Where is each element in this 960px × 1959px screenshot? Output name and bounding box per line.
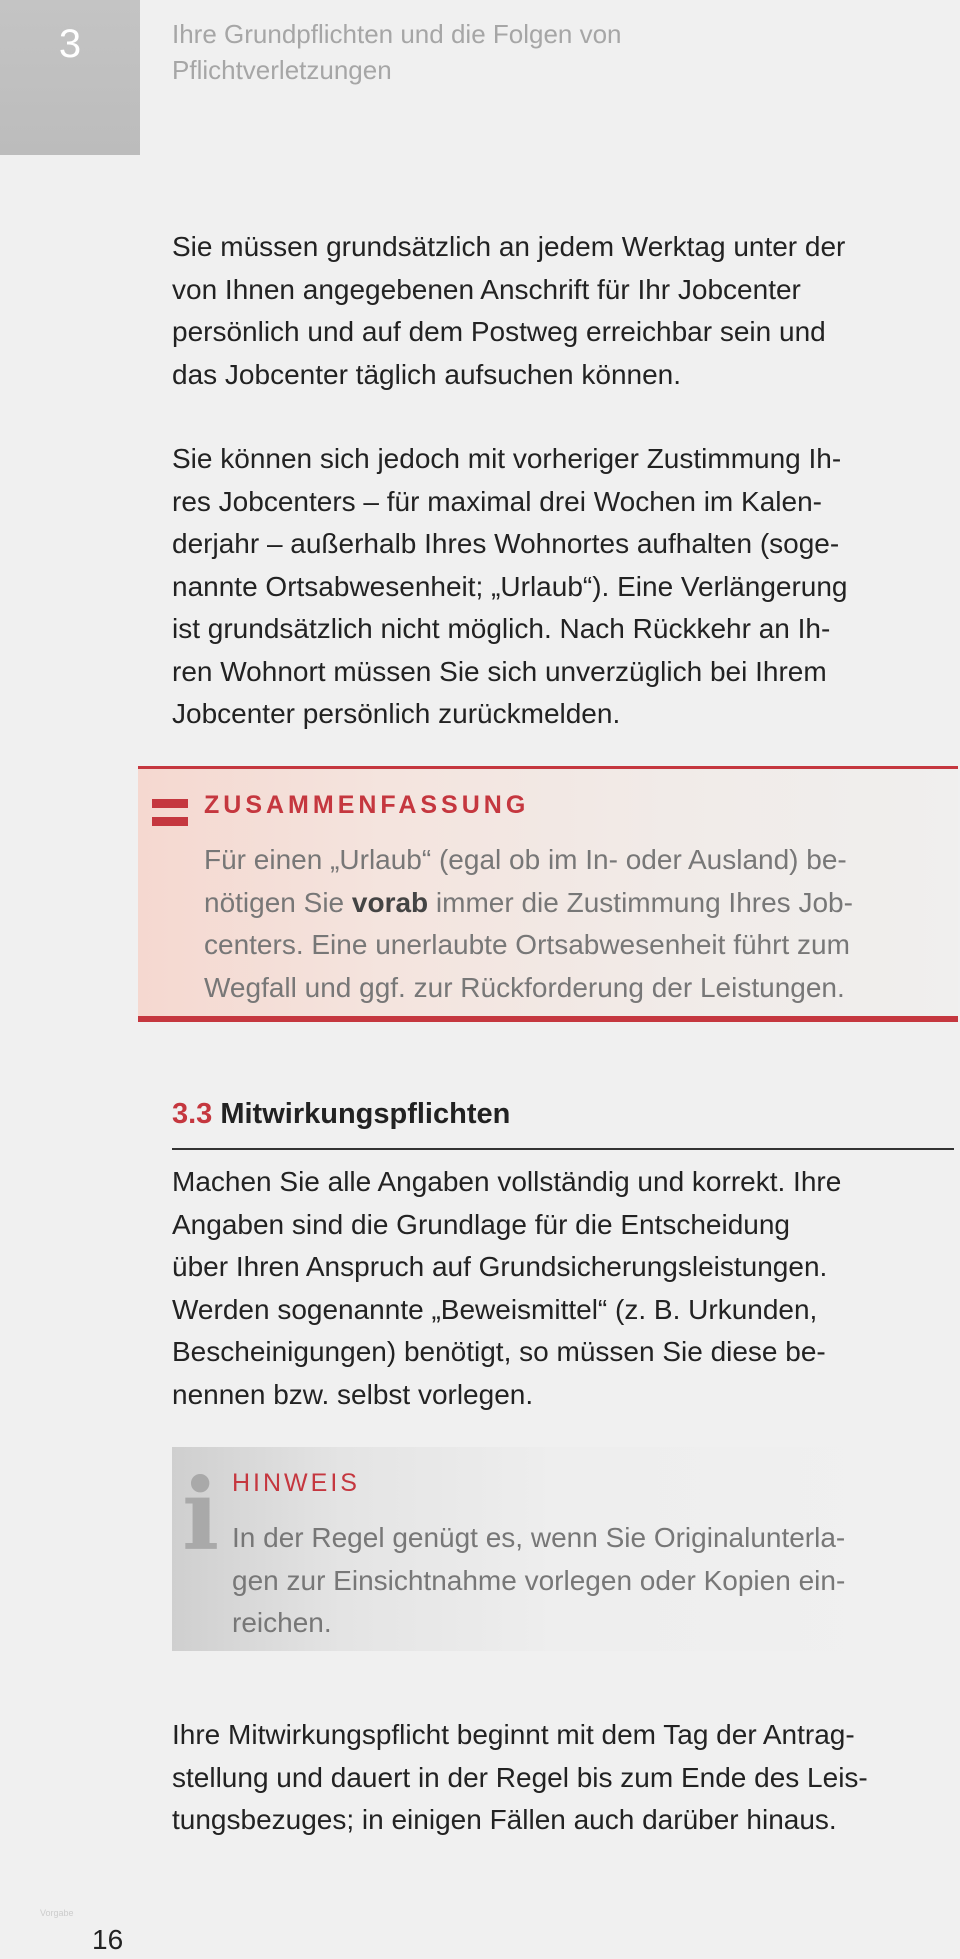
- text-segment: immer die Zustimmung Ihres Job-: [428, 886, 853, 918]
- text-line: Jobcenter persönlich zurückmelden.: [172, 698, 621, 729]
- text-line: gen zur Einsichtnahme vorlegen oder Kopien ein-: [232, 1564, 846, 1596]
- paragraph-duration: [172, 1714, 942, 1842]
- text-line: Sie müssen grundsätzlich an jedem Werktag unter der: [172, 231, 846, 262]
- paragraph-availability: [172, 226, 942, 396]
- paragraph-absence: [172, 438, 942, 736]
- section-title: Mitwirkungspflichten: [220, 1098, 511, 1131]
- page-number: 16: [92, 1924, 124, 1955]
- watermark: Vorgabe: [40, 1908, 74, 1918]
- text-line: Bescheinigungen) benötigt, so müssen Sie diese be-: [172, 1336, 826, 1367]
- hint-heading: HINWEIS: [232, 1469, 360, 1497]
- text-line: persönlich und auf dem Postweg erreichbar sein und: [172, 316, 826, 347]
- chapter-title-line: Pflichtverletzungen: [172, 55, 392, 85]
- text-line: Für einen „Urlaub“ (egal ob im In- oder Ausland) be-: [204, 844, 847, 875]
- text-line: nannte Ortsabwesenheit; „Urlaub“). Eine Verlängerung: [172, 570, 848, 602]
- text-line: Sie können sich jedoch mit vorheriger Zustimmung Ih-: [172, 443, 842, 474]
- paragraph-cooperation: [172, 1161, 942, 1416]
- text-line: Ihre Mitwirkungspflicht beginnt mit dem Tag der Antrag-: [172, 1719, 855, 1750]
- chapter-title: [172, 16, 732, 88]
- text-line: das Jobcenter täglich aufsuchen können.: [172, 358, 682, 390]
- text-line: reichen.: [232, 1607, 332, 1638]
- text-line: nennen bzw. selbst vorlegen.: [172, 1378, 534, 1410]
- text-line: Angaben sind die Grundlage für die Entscheidung: [172, 1208, 790, 1240]
- emphasis-vorab: vorab: [351, 886, 429, 918]
- text-line: ist grundsätzlich nicht möglich. Nach Rückkehr an Ih-: [172, 613, 831, 644]
- chapter-tab: [0, 0, 140, 155]
- text-line: von Ihnen angegebenen Anschrift für Ihr Jobcenter: [172, 273, 801, 305]
- summary-text: [204, 839, 944, 1009]
- hint-box: [172, 1447, 942, 1651]
- text-line: derjahr – außerhalb Ihres Wohnortes aufhalten (soge-: [172, 528, 840, 559]
- text-segment: nötigen Sie: [204, 886, 352, 918]
- text-line: Wegfall und ggf. zur Rückforderung der Leistungen.: [204, 971, 845, 1003]
- chapter-title-line: Ihre Grundpflichten und die Folgen von: [172, 19, 622, 49]
- summary-bars-icon: [152, 799, 188, 829]
- text-line: Machen Sie alle Angaben vollständig und korrekt. Ihre: [172, 1166, 842, 1197]
- summary-box: [138, 766, 958, 1022]
- section-number: 3.3: [172, 1098, 213, 1131]
- summary-heading: ZUSAMMENFASSUNG: [204, 791, 530, 819]
- section-heading: [172, 1098, 954, 1150]
- chapter-number: 3: [58, 22, 82, 66]
- text-line: centers. Eine unerlaubte Ortsabwesenheit führt zum: [204, 929, 850, 960]
- hint-text: [232, 1517, 912, 1645]
- text-line: res Jobcenters – für maximal drei Wochen im Kalen-: [172, 485, 822, 517]
- text-line: In der Regel genügt es, wenn Sie Originalunterla-: [232, 1522, 846, 1553]
- info-icon: i: [182, 1458, 220, 1573]
- text-line: Werden sogenannte „Beweismittel“ (z. B. Urkunden,: [172, 1293, 818, 1325]
- text-line: über Ihren Anspruch auf Grundsicherungsleistungen.: [172, 1251, 828, 1282]
- text-line: stellung und dauert in der Regel bis zum Ende des Leis-: [172, 1761, 868, 1793]
- text-line: ren Wohnort müssen Sie sich unverzüglich bei Ihrem: [172, 655, 827, 687]
- text-line: tungsbezuges; in einigen Fällen auch darüber hinaus.: [172, 1804, 837, 1835]
